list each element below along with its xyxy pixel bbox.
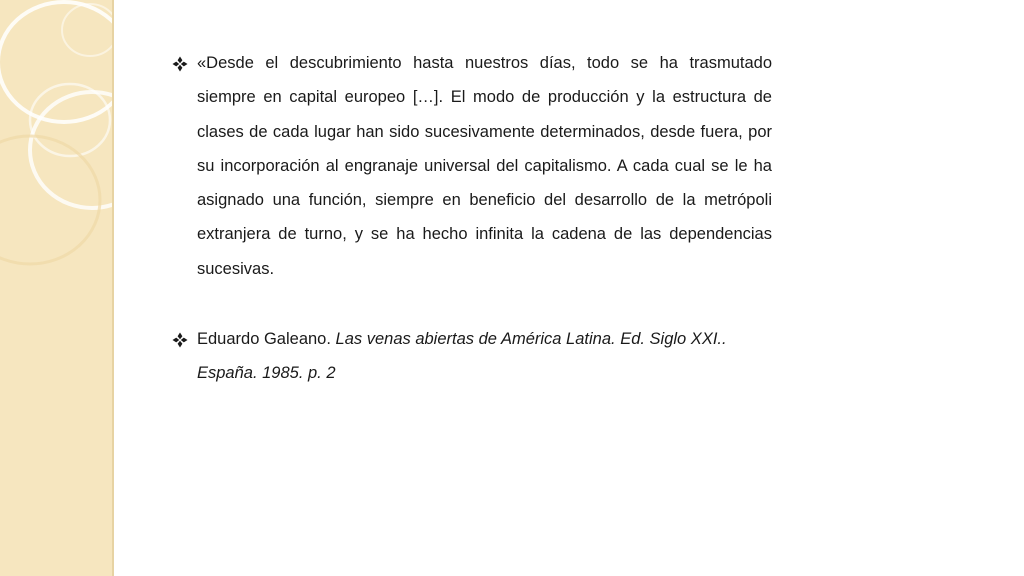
quote-text: «Desde el descubrimiento hasta nuestros días, todo se ha trasmutado siempre en capital europeo […]. El modo de producción y la estructura de clases de cada lugar han sido sucesivamente determinados, desde fuera, por su incorporación al engranaje universal del capitalismo. A cada cual se le ha asignado una función, siempre en beneficio del desarrollo de la metrópoli extranjera de turno, y se ha hecho infinita la cadena de las dependencias sucesivas. (197, 54, 772, 278)
citation-author: Eduardo Galeano. (197, 330, 331, 349)
quote-bullet (172, 46, 772, 286)
decorative-rings-icon (0, 0, 112, 576)
citation-text (197, 322, 772, 391)
decorative-side-panel (0, 0, 114, 576)
citation-book-title: Las venas abiertas de América Latina. (335, 330, 616, 349)
slide-content (172, 46, 772, 391)
citation-edition: Ed. Siglo XXI.. España. 1985. p. 2 (197, 330, 727, 383)
citation-bullet (172, 322, 772, 391)
diamond-bullet-icon (172, 332, 188, 348)
diamond-bullet-icon (172, 56, 188, 72)
